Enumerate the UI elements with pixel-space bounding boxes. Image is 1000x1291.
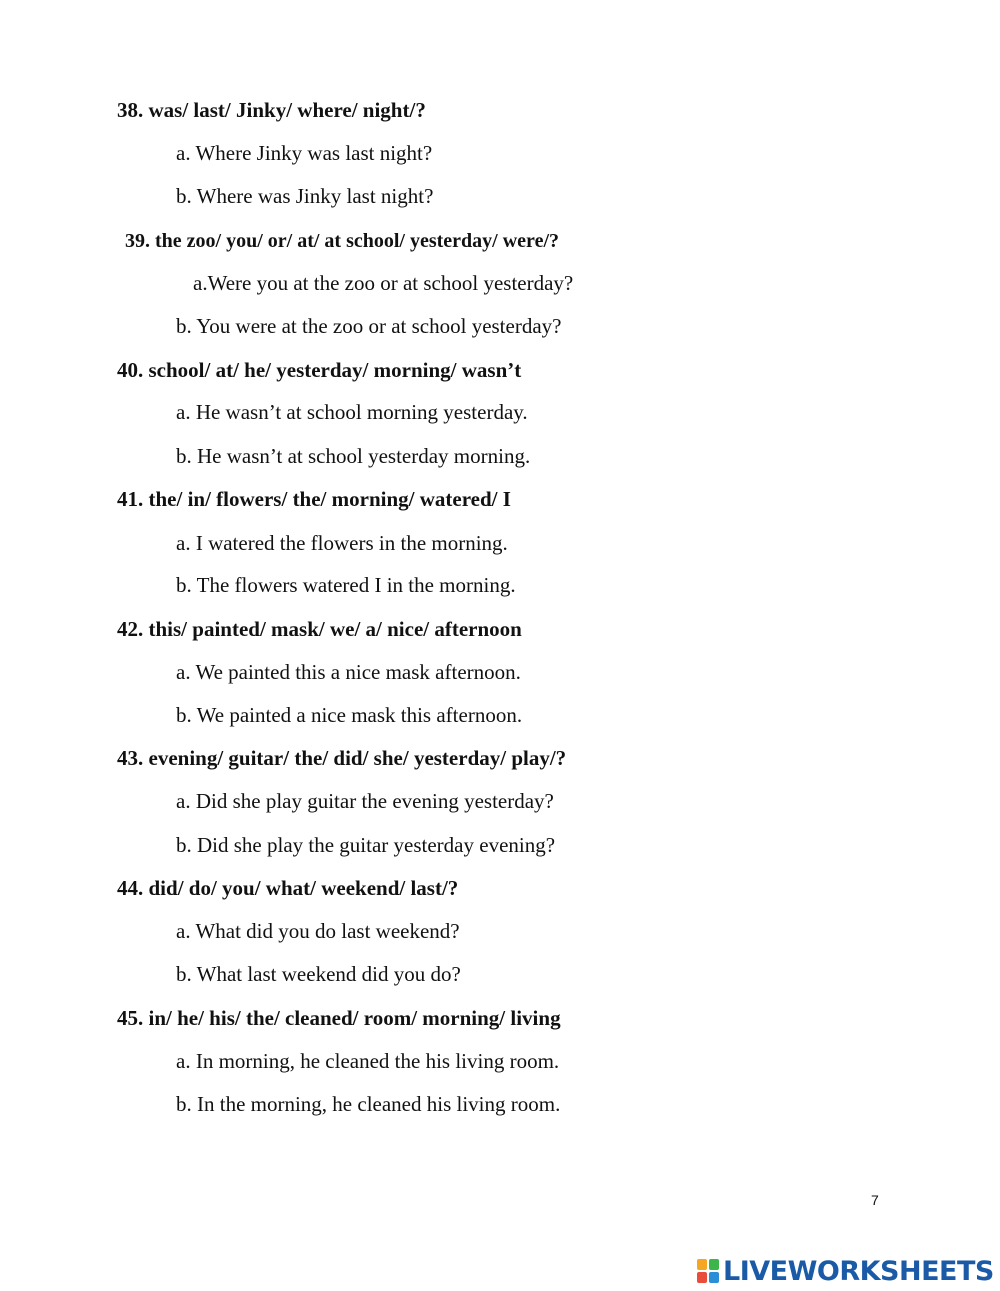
question-38-option-a[interactable]: a. Where Jinky was last night? — [176, 141, 433, 165]
liveworksheets-brand[interactable] — [697, 1256, 994, 1286]
question-41-option-a[interactable]: a. I watered the flowers in the morning. — [176, 531, 508, 555]
question-39-option-b[interactable]: b. You were at the zoo or at school yesterday? — [176, 314, 562, 338]
question-42-prompt: 42. this/ painted/ mask/ we/ a/ nice/ afternoon — [117, 617, 522, 641]
question-45-option-b[interactable]: b. In the morning, he cleaned his living room. — [176, 1092, 561, 1116]
question-40-option-b[interactable]: b. He wasn’t at school yesterday morning. — [176, 444, 531, 468]
question-39-option-a[interactable]: a.Were you at the zoo or at school yesterday? — [193, 271, 574, 295]
question-43-option-a[interactable]: a. Did she play guitar the evening yesterday? — [176, 789, 554, 813]
question-38-option-b[interactable]: b. Where was Jinky last night? — [176, 184, 434, 208]
question-42-option-b[interactable]: b. We painted a nice mask this afternoon. — [176, 703, 523, 727]
question-45-prompt: 45. in/ he/ his/ the/ cleaned/ room/ morning/ living — [117, 1006, 561, 1030]
question-40-prompt: 40. school/ at/ he/ yesterday/ morning/ wasn’t — [117, 358, 522, 382]
question-38-prompt: 38. was/ last/ Jinky/ where/ night/? — [117, 98, 426, 122]
page-number: 7 — [871, 1192, 879, 1208]
question-41-prompt: 41. the/ in/ flowers/ the/ morning/ watered/ I — [117, 487, 511, 511]
brand-name: LIVEWORKSHEETS — [723, 1255, 994, 1287]
question-40-option-a[interactable]: a. He wasn’t at school morning yesterday. — [176, 400, 528, 424]
question-41-option-b[interactable]: b. The flowers watered I in the morning. — [176, 573, 516, 597]
question-39-prompt: 39. the zoo/ you/ or/ at/ at school/ yesterday/ were/? — [125, 230, 560, 252]
question-43-prompt: 43. evening/ guitar/ the/ did/ she/ yesterday/ play/? — [117, 746, 567, 770]
question-42-option-a[interactable]: a. We painted this a nice mask afternoon. — [176, 660, 521, 684]
question-44-option-b[interactable]: b. What last weekend did you do? — [176, 962, 461, 986]
question-44-option-a[interactable]: a. What did you do last weekend? — [176, 919, 460, 943]
question-45-option-a[interactable]: a. In morning, he cleaned the his living room. — [176, 1049, 560, 1073]
question-43-option-b[interactable]: b. Did she play the guitar yesterday evening? — [176, 833, 556, 857]
liveworksheets-logo-icon — [697, 1259, 719, 1283]
question-44-prompt: 44. did/ do/ you/ what/ weekend/ last/? — [117, 876, 459, 900]
